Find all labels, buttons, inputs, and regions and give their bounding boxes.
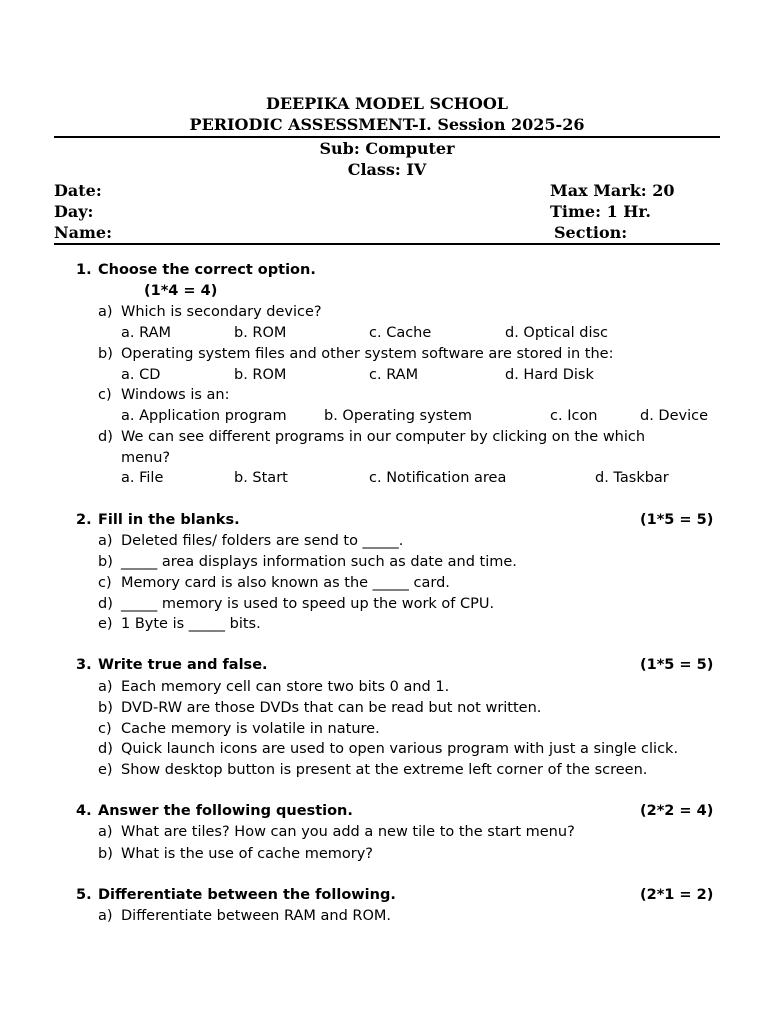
- option: d. Hard Disk: [505, 367, 594, 383]
- question-title: Choose the correct option.: [98, 262, 316, 278]
- question-number: 3.: [76, 657, 92, 673]
- option: a. CD: [121, 367, 161, 383]
- item-text: Deleted files/ folders are send to _____.: [121, 533, 404, 549]
- item-text: Quick launch icons are used to open various program with just a single click.: [121, 741, 679, 757]
- item-text: DVD-RW are those DVDs that can be read but not written.: [121, 700, 542, 716]
- item-text: Show desktop button is present at the extreme left corner of the screen.: [121, 762, 648, 778]
- item-text: 1 Byte is _____ bits.: [121, 616, 261, 632]
- option: a. File: [121, 470, 164, 486]
- question-number: 1.: [76, 262, 92, 278]
- item-letter: d): [98, 429, 113, 445]
- option: d. Taskbar: [595, 470, 669, 486]
- question-title: Answer the following question.: [98, 803, 353, 819]
- header-divider-bottom: [54, 243, 720, 245]
- item-text: Memory card is also known as the _____ card.: [121, 575, 450, 591]
- item-letter: a): [98, 533, 113, 549]
- item-text-continued: menu?: [121, 450, 171, 466]
- item-letter: a): [98, 908, 113, 924]
- item-letter: c): [98, 721, 112, 737]
- item-letter: e): [98, 762, 113, 778]
- item-text: _____ area displays information such as date and time.: [121, 554, 517, 570]
- option: d. Device: [640, 408, 709, 424]
- option: c. Icon: [550, 408, 598, 424]
- option: c. Cache: [369, 325, 432, 341]
- item-letter: a): [98, 304, 113, 320]
- question-marks: (1*5 = 5): [640, 512, 714, 528]
- option: b. Start: [234, 470, 288, 486]
- item-letter: c): [98, 575, 112, 591]
- question-number: 5.: [76, 887, 92, 903]
- class-label: Class: IV: [347, 160, 427, 179]
- question-title: Differentiate between the following.: [98, 887, 396, 903]
- option: d. Optical disc: [505, 325, 609, 341]
- item-text: Differentiate between RAM and ROM.: [121, 908, 392, 924]
- item-letter: e): [98, 616, 113, 632]
- item-letter: b): [98, 700, 113, 716]
- section-label: Section:: [554, 223, 628, 242]
- question-marks: (1*4 = 4): [144, 283, 218, 299]
- item-text: What is the use of cache memory?: [121, 846, 373, 862]
- header-divider-top: [54, 136, 720, 138]
- option: b. Operating system: [324, 408, 472, 424]
- item-letter: d): [98, 741, 113, 757]
- question-marks: (2*1 = 2): [640, 887, 714, 903]
- max-mark-label: Max Mark: 20: [550, 181, 675, 200]
- date-label: Date:: [54, 181, 102, 200]
- question-title: Fill in the blanks.: [98, 512, 240, 528]
- time-label: Time: 1 Hr.: [550, 202, 651, 221]
- option: c. RAM: [369, 367, 419, 383]
- item-text: Operating system files and other system software are stored in the:: [121, 346, 614, 362]
- option: b. ROM: [234, 367, 287, 383]
- item-text: Windows is an:: [121, 387, 230, 403]
- item-letter: b): [98, 346, 113, 362]
- item-letter: b): [98, 554, 113, 570]
- question-title: Write true and false.: [98, 657, 268, 673]
- item-text: Which is secondary device?: [121, 304, 322, 320]
- name-label: Name:: [54, 223, 113, 242]
- option: a. RAM: [121, 325, 172, 341]
- item-text: We can see different programs in our computer by clicking on the which: [121, 429, 646, 445]
- option: c. Notification area: [369, 470, 507, 486]
- item-letter: c): [98, 387, 112, 403]
- item-text: _____ memory is used to speed up the work of CPU.: [121, 596, 495, 612]
- item-text: Cache memory is volatile in nature.: [121, 721, 380, 737]
- question-marks: (1*5 = 5): [640, 657, 714, 673]
- item-letter: a): [98, 824, 113, 840]
- assessment-title: PERIODIC ASSESSMENT-I. Session 2025-26: [189, 115, 585, 134]
- question-number: 2.: [76, 512, 92, 528]
- option: b. ROM: [234, 325, 287, 341]
- question-number: 4.: [76, 803, 92, 819]
- subject-label: Sub: Computer: [319, 139, 455, 158]
- day-label: Day:: [54, 202, 94, 221]
- item-letter: d): [98, 596, 113, 612]
- question-marks: (2*2 = 4): [640, 803, 714, 819]
- item-letter: a): [98, 679, 113, 695]
- option: a. Application program: [121, 408, 287, 424]
- item-text: What are tiles? How can you add a new tile to the start menu?: [121, 824, 575, 840]
- item-letter: b): [98, 846, 113, 862]
- school-name: DEEPIKA MODEL SCHOOL: [265, 94, 509, 113]
- item-text: Each memory cell can store two bits 0 and 1.: [121, 679, 450, 695]
